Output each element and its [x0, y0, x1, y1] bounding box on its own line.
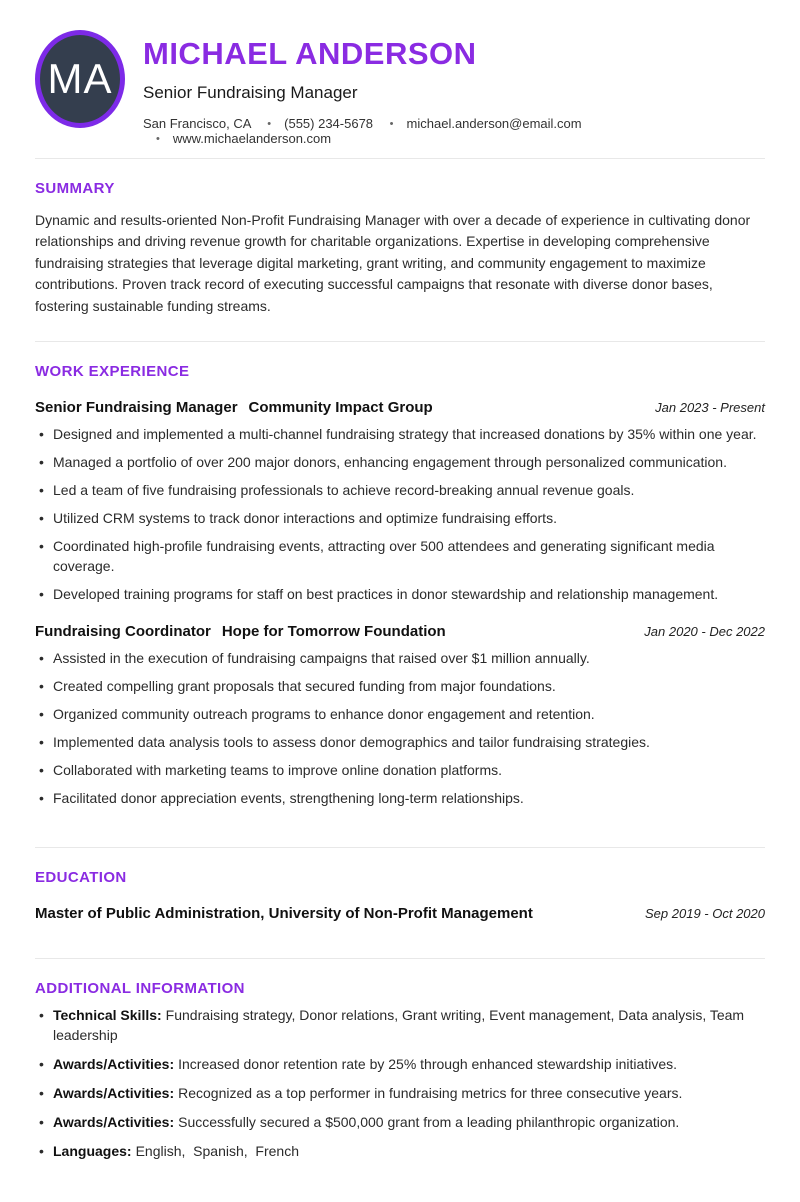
additional-info-item [35, 1142, 765, 1162]
info-label: Awards/Activities: [53, 1085, 175, 1102]
job-company: Community Impact Group [248, 399, 433, 417]
summary-section [35, 180, 765, 318]
additional-info-heading: ADDITIONAL INFORMATION [35, 979, 245, 997]
job-bullet: • Collaborated with marketing teams to improve online donation platforms. [35, 761, 765, 781]
resume-header [35, 30, 765, 146]
education-section [35, 869, 765, 934]
work-experience-section [35, 363, 765, 823]
job-bullet: • Organized community outreach programs to enhance donor engagement and retention. [35, 705, 765, 725]
contact-item: • michael.anderson@email.com [377, 116, 582, 131]
info-text: Successfully secured a $500,000 grant from a leading philanthropic organization. [178, 1114, 680, 1131]
summary-text: Dynamic and results-oriented Non-Profit Fundraising Manager with over a decade of experience in cultivating donor relationships and driving revenue growth for charitable organizations. Expertise in developing comprehensive fundraising strategies that leverage digital marketing, grant writing, and community engagement to maximize contributions. Proven track record of executing successful campaigns that resonate with diverse donor bases, fostering sustainable funding streams. [35, 211, 751, 314]
info-text: Recognized as a top performer in fundraising metrics for three consecutive years. [178, 1085, 683, 1102]
job-dates: Jan 2023 - Present [655, 400, 765, 416]
job-bullet: • Designed and implemented a multi-channel fundraising strategy that increased donations by 35% within one year. [35, 425, 765, 445]
info-text: Increased donor retention rate by 25% through enhanced stewardship initiatives. [178, 1055, 677, 1072]
avatar-initials: MA [47, 55, 113, 102]
job-list [35, 399, 765, 809]
info-label: Technical Skills: [53, 1007, 162, 1024]
work-experience-heading: WORK EXPERIENCE [35, 363, 190, 381]
section-divider [35, 958, 765, 959]
contact-row [143, 116, 765, 146]
job-bullet: • Managed a portfolio of over 200 major donors, enhancing engagement through personalized communication. [35, 453, 765, 473]
contact-item: San Francisco, CA [143, 115, 251, 131]
job-bullet: • Developed training programs for staff on best practices in donor stewardship and relationship management. [35, 585, 765, 605]
additional-info-section [35, 980, 765, 1162]
contact-item: • (555) 234-5678 [254, 116, 373, 131]
job-header [35, 623, 765, 640]
additional-info-item [35, 1055, 765, 1075]
additional-info-item [35, 1006, 765, 1045]
job-dates: Jan 2020 - Dec 2022 [644, 624, 765, 640]
job-bullet-list [35, 425, 765, 605]
avatar [35, 30, 125, 128]
job-header [35, 399, 765, 416]
section-divider [35, 341, 765, 342]
job-bullet: • Coordinated high-profile fundraising events, attracting over 500 attendees and generating significant media coverage. [35, 537, 765, 576]
job-entry [35, 399, 765, 604]
job-title: Senior Fundraising Manager [35, 399, 238, 417]
job-entry [35, 623, 765, 809]
info-label: Awards/Activities: [53, 1114, 175, 1131]
info-label: Awards/Activities: [53, 1055, 175, 1072]
job-title: Fundraising Coordinator [35, 623, 211, 641]
job-bullet: • Led a team of five fundraising professionals to achieve record-breaking annual revenue goals. [35, 481, 765, 501]
job-bullet: • Implemented data analysis tools to assess donor demographics and tailor fundraising strategies. [35, 733, 765, 753]
job-bullet: • Assisted in the execution of fundraising campaigns that raised over $1 million annually. [35, 649, 765, 669]
info-label: Languages: [53, 1143, 132, 1160]
education-degree: Master of Public Administration, University of Non-Profit Management [35, 904, 533, 922]
job-title-line [35, 399, 433, 416]
person-name: MICHAEL ANDERSON [143, 36, 477, 71]
summary-heading: SUMMARY [35, 179, 115, 197]
education-dates: Sep 2019 - Oct 2020 [645, 905, 765, 921]
job-bullet: • Created compelling grant proposals that secured funding from major foundations. [35, 677, 765, 697]
education-heading: EDUCATION [35, 868, 127, 886]
job-company: Hope for Tomorrow Foundation [221, 623, 446, 641]
info-text: English, Spanish, French [135, 1143, 299, 1160]
additional-info-item [35, 1084, 765, 1104]
contact-item: • www.michaelanderson.com [143, 131, 331, 146]
job-title-line [35, 623, 446, 640]
education-entry [35, 905, 765, 922]
job-bullet: • Utilized CRM systems to track donor interactions and optimize fundraising efforts. [35, 509, 765, 529]
job-bullet: • Facilitated donor appreciation events, strengthening long-term relationships. [35, 789, 765, 809]
person-job-title: Senior Fundraising Manager [143, 82, 358, 102]
job-bullet-list [35, 649, 765, 809]
section-divider [35, 847, 765, 848]
header-divider [35, 158, 765, 159]
info-text: Fundraising strategy, Donor relations, Grant writing, Event management, Data analysis, Team leadership [53, 1007, 748, 1043]
header-text [143, 30, 765, 146]
additional-info-list [35, 1006, 765, 1162]
